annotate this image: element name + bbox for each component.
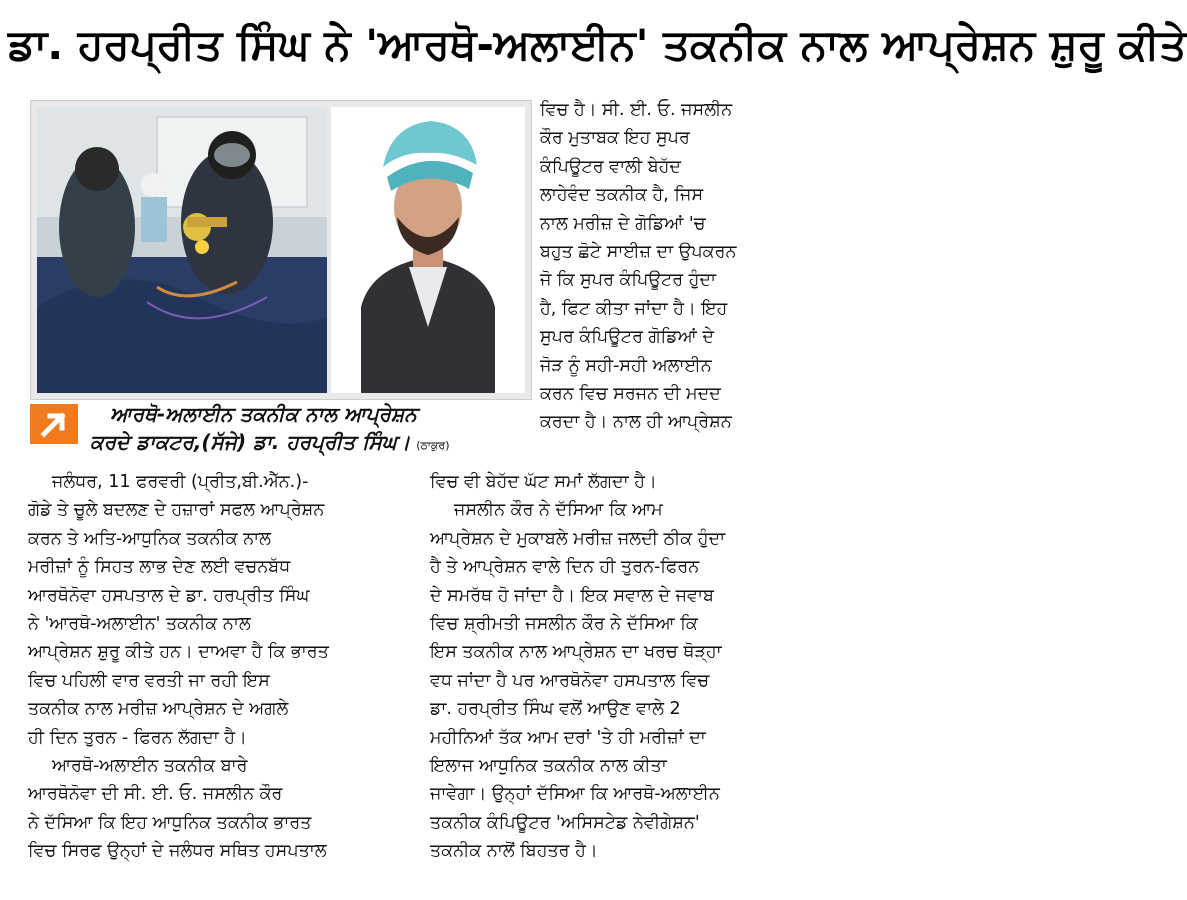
text-line: ਇਸ ਤਕਨੀਕ ਨਾਲ ਆਪ੍ਰੇਸ਼ਨ ਦਾ ਖਰਚ ਥੋੜ੍ਹਾ — [430, 642, 722, 663]
text-line: ਵਿਚ ਸਿਰਫ ਉਨ੍ਹਾਂ ਦੇ ਜਲੰਧਰ ਸਥਿਤ ਹਸਪਤਾਲ — [28, 841, 327, 862]
text-line: ਕਰਨ ਵਿਚ ਸਰਜਨ ਦੀ ਮਦਦ — [540, 384, 721, 405]
photo-caption — [90, 400, 520, 460]
text-line: ਕੌਰ ਮੁਤਾਬਕ ਇਹ ਸੁਪਰ — [540, 128, 690, 149]
text-line: ਕਰਨ ਤੇ ਅਤਿ-ਆਧੁਨਿਕ ਤਕਨੀਕ ਨਾਲ — [28, 528, 271, 549]
text-line: ਜਾਵੇਗਾ। ਉਨ੍ਹਾਂ ਦੱਸਿਆ ਕਿ ਆਰਥੋ-ਅਲਾਈਨ — [430, 784, 720, 805]
text-line: ਵਧ ਜਾਂਦਾ ਹੈ ਪਰ ਆਰਥੋਨੋਵਾ ਹਸਪਤਾਲ ਵਿਚ — [430, 670, 710, 691]
text-line: ਡਾ. ਹਰਪ੍ਰੀਤ ਸਿੰਘ ਵਲੋਂ ਆਉਣ ਵਾਲੇ 2 — [430, 699, 681, 720]
text-line: ਹੀ ਦਿਨ ਤੁਰਨ - ਫਿਰਨ ਲੱਗਦਾ ਹੈ। — [28, 727, 247, 748]
article-photo — [30, 100, 532, 400]
caption-line-1: ਆਰਥੋ-ਅਲਾਈਨ ਤਕਨੀਕ ਨਾਲ ਆਪ੍ਰੇਸ਼ਨ — [110, 402, 417, 426]
text-line: ਜੋੜ ਨੂੰ ਸਹੀ-ਸਹੀ ਅਲਾਈਨ — [540, 355, 712, 376]
text-line: ਗੋਡੇ ਤੇ ਚੂਲੇ ਬਦਲਣ ਦੇ ਹਜ਼ਾਰਾਂ ਸਫਲ ਆਪ੍ਰੇਸ਼ਨ — [28, 500, 325, 521]
text-line: ਕੰਪਿਊਟਰ ਵਾਲੀ ਬੇਹੱਦ — [540, 156, 682, 177]
text-line: ਤਕਨੀਕ ਨਾਲ ਮਰੀਜ਼ ਆਪ੍ਰੇਸ਼ਨ ਦੇ ਅਗਲੇ — [28, 699, 289, 720]
text-line: ਆਰਥੋਨੋਵਾ ਹਸਪਤਾਲ ਦੇ ਡਾ. ਹਰਪ੍ਰੀਤ ਸਿੰਘ — [28, 585, 310, 606]
headline: ਡਾ. ਹਰਪ੍ਰੀਤ ਸਿੰਘ ਨੇ 'ਆਰਥੋ-ਅਲਾਈਨ' ਤਕਨੀਕ ਨਾਲ ਆਪ੍ਰੇਸ਼ਨ ਸ਼ੁਰੂ ਕੀਤੇ — [8, 20, 1187, 69]
text-line: ਤਕਨੀਕ ਨਾਲੋਂ ਬਿਹਤਰ ਹੈ। — [430, 841, 598, 862]
text-line: ਵਿਚ ਵੀ ਬੇਹੱਦ ਘੱਟ ਸਮਾਂ ਲੱਗਦਾ ਹੈ। — [430, 472, 657, 492]
text-line: ਆਰਥੋ-ਅਲਾਈਨ ਤਕਨੀਕ ਬਾਰੇ — [52, 756, 248, 777]
surgery-photo — [37, 107, 327, 393]
text-line: ਹੈ ਤੇ ਆਪ੍ਰੇਸ਼ਨ ਵਾਲੇ ਦਿਨ ਹੀ ਤੁਰਨ-ਫਿਰਨ — [430, 557, 700, 578]
text-line: ਨਾਲ ਮਰੀਜ਼ ਦੇ ਗੋਡਿਆਂ 'ਚ — [540, 213, 706, 234]
text-line: ਦੇ ਸਮਰੱਥ ਹੋ ਜਾਂਦਾ ਹੈ। ਇਕ ਸਵਾਲ ਦੇ ਜਵਾਬ — [430, 585, 714, 606]
text-line: ਜੋ ਕਿ ਸੁਪਰ ਕੰਪਿਊਟਰ ਹੁੰਦਾ — [540, 270, 716, 291]
text-line: ਲਾਹੇਵੰਦ ਤਕਨੀਕ ਹੈ, ਜਿਸ — [540, 185, 704, 206]
text-line: ਆਪ੍ਰੇਸ਼ਨ ਸ਼ੁਰੂ ਕੀਤੇ ਹਨ। ਦਾਅਵਾ ਹੈ ਕਿ ਭਾਰਤ — [28, 642, 329, 663]
text-line: ਮਹੀਨਿਆਂ ਤੱਕ ਆਮ ਦਰਾਂ 'ਤੇ ਹੀ ਮਰੀਜ਼ਾਂ ਦਾ — [430, 727, 706, 748]
arrow-icon — [30, 404, 78, 444]
text-line: ਬਹੁਤ ਛੋਟੇ ਸਾਈਜ਼ ਦਾ ਉਪਕਰਨ — [540, 242, 737, 263]
text-line: ਆਪ੍ਰੇਸ਼ਨ ਦੇ ਮੁਕਾਬਲੇ ਮਰੀਜ਼ ਜਲਦੀ ਠੀਕ ਹੁੰਦਾ — [430, 528, 726, 549]
text-line: ਆਰਥੋਨੋਵਾ ਦੀ ਸੀ. ਈ. ਓ. ਜਸਲੀਨ ਕੌਰ — [28, 784, 283, 805]
text-line: ਵਿਚ ਸ਼੍ਰੀਮਤੀ ਜਸਲੀਨ ਕੌਰ ਨੇ ਦੱਸਿਆ ਕਿ — [430, 614, 698, 635]
article-column-right-top — [540, 96, 810, 437]
text-line: ਵਿਚ ਹੈ। ਸੀ. ਈ. ਓ. ਜਸਲੀਨ — [540, 100, 733, 120]
article-column-right-bottom — [430, 468, 814, 866]
text-line: ਨੇ 'ਆਰਥੋ-ਅਲਾਈਨ' ਤਕਨੀਕ ਨਾਲ — [28, 614, 251, 635]
text-line: ਜਸਲੀਨ ਕੌਰ ਨੇ ਦੱਸਿਆ ਕਿ ਆਮ — [454, 500, 663, 521]
text-line: ਮਰੀਜ਼ਾਂ ਨੂੰ ਸਿਹਤ ਲਾਭ ਦੇਣ ਲਈ ਵਚਨਬੱਧ — [28, 557, 291, 578]
photo-credit: (ਠਾਕੁਰ) — [416, 439, 450, 452]
text-line: ਵਿਚ ਪਹਿਲੀ ਵਾਰ ਵਰਤੀ ਜਾ ਰਹੀ ਇਸ — [28, 670, 270, 691]
portrait-photo — [331, 107, 525, 393]
caption-line-2: ਕਰਦੇ ਡਾਕਟਰ,(ਸੱਜੇ) ਡਾ. ਹਰਪ੍ਰੀਤ ਸਿੰਘ। — [90, 430, 411, 454]
article-column-left — [28, 468, 412, 866]
text-line: ਕਰਦਾ ਹੈ। ਨਾਲ ਹੀ ਆਪ੍ਰੇਸ਼ਨ — [540, 412, 732, 433]
text-line: ਇਲਾਜ ਆਧੁਨਿਕ ਤਕਨੀਕ ਨਾਲ ਕੀਤਾ — [430, 756, 667, 777]
text-line: ਤਕਨੀਕ ਕੰਪਿਊਟਰ 'ਅਸਿਸਟੇਡ ਨੇਵੀਗੇਸ਼ਨ' — [430, 812, 700, 833]
dateline: ਜਲੰਧਰ, 11 ਫਰਵਰੀ (ਪ੍ਰੀਤ,ਬੀ.ਐੱਨ.)- — [52, 472, 309, 492]
text-line: ਸੁਪਰ ਕੰਪਿਊਟਰ ਗੋਡਿਆਂ ਦੇ — [540, 327, 714, 348]
text-line: ਨੇ ਦੱਸਿਆ ਕਿ ਇਹ ਆਧੁਨਿਕ ਤਕਨੀਕ ਭਾਰਤ — [28, 812, 312, 833]
text-line: ਹੈ, ਫਿਟ ਕੀਤਾ ਜਾਂਦਾ ਹੈ। ਇਹ — [540, 298, 728, 319]
